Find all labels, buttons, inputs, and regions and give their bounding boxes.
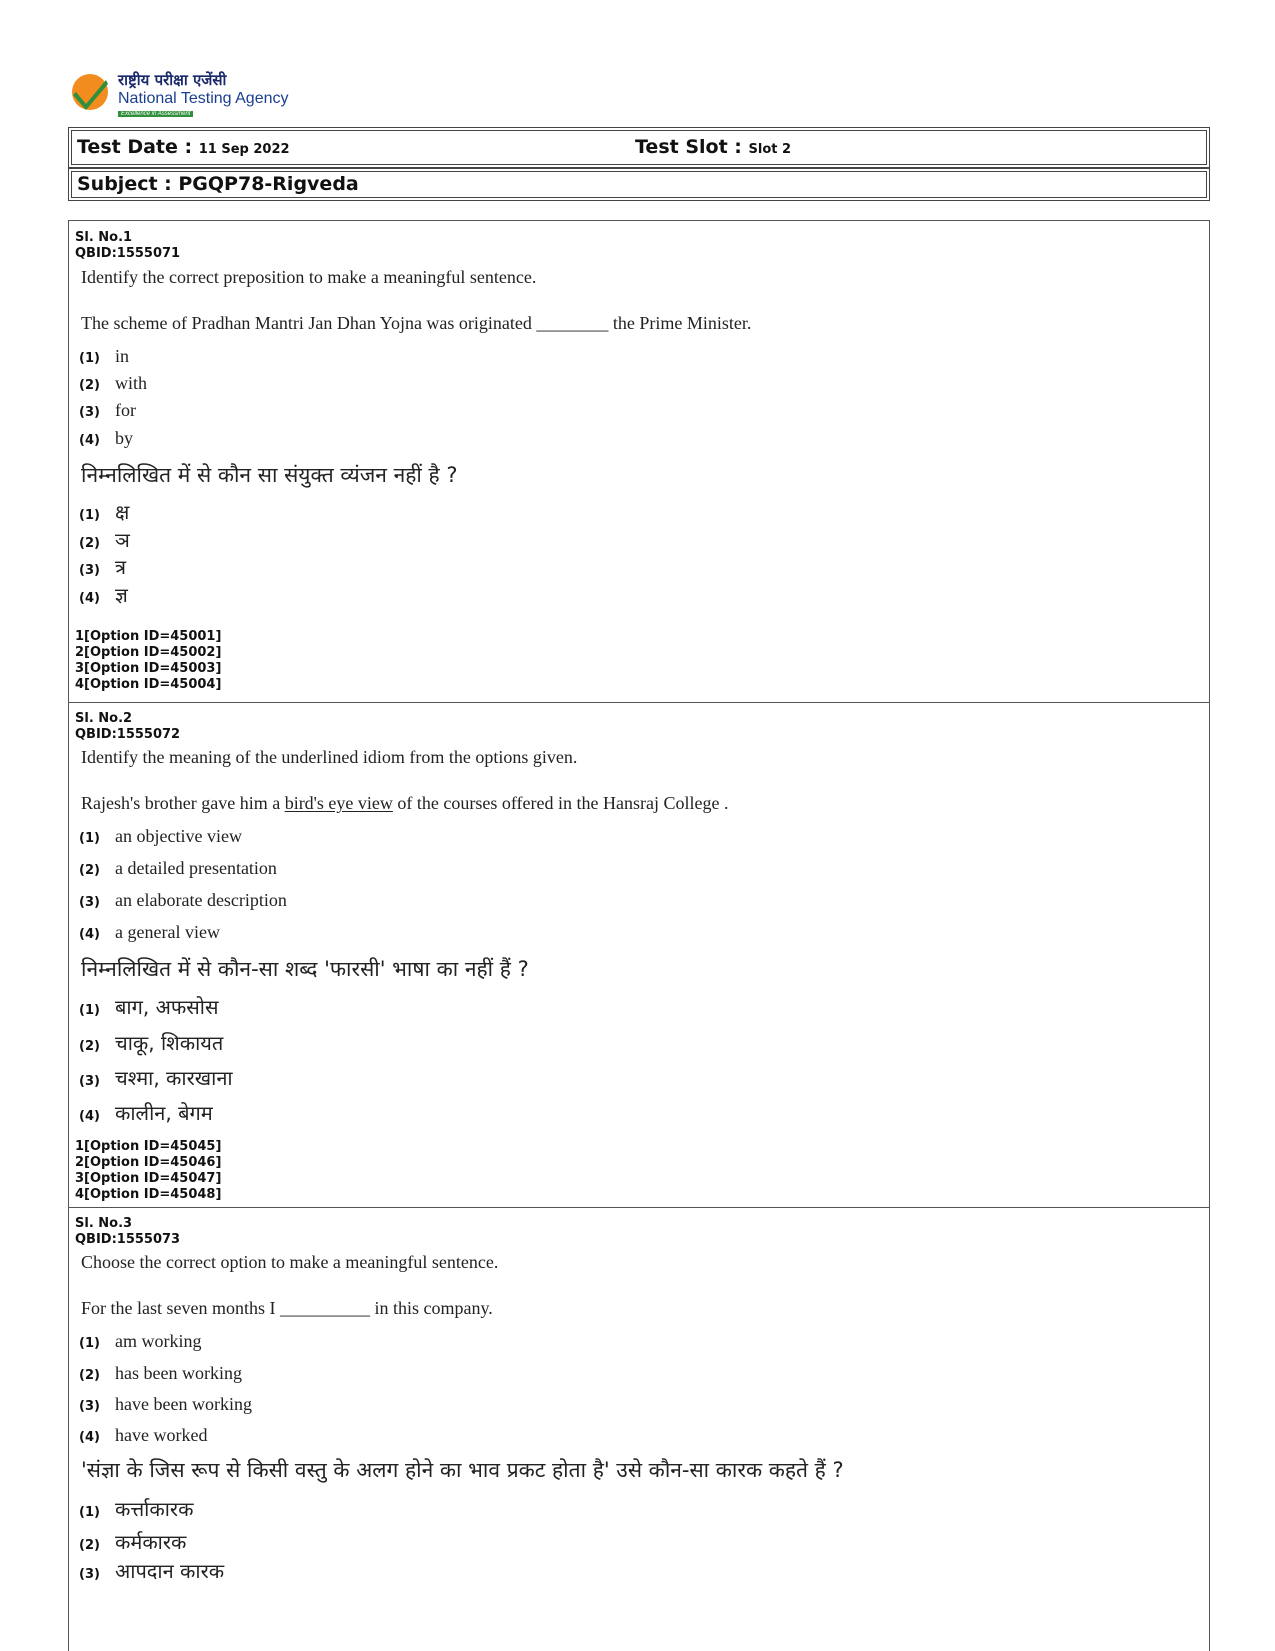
hindi-option-1: (1) बाग, अफसोस	[79, 995, 219, 1019]
option-1: (1) am working	[79, 1331, 202, 1351]
option-id: 3[Option ID=45003]	[75, 661, 222, 676]
serial-number: Sl. No.3	[75, 1216, 133, 1231]
hindi-option-4: (4) कालीन, बेगम	[79, 1101, 213, 1125]
hindi-option-1: (1) क्ष	[79, 500, 130, 524]
hindi-option-3: (3) त्र	[79, 555, 127, 579]
question-block-1	[68, 220, 1210, 702]
question-sentence: Rajesh's brother gave him a bird's eye view of the courses offered in the Hansraj College .	[81, 793, 729, 813]
option-id: 1[Option ID=45001]	[75, 629, 222, 644]
test-slot-value: Slot 2	[748, 142, 792, 157]
hindi-option-3: (3) चश्मा, कारखाना	[79, 1066, 233, 1090]
serial-number: Sl. No.1	[75, 230, 133, 245]
hindi-option-2: (2) ञ	[79, 528, 130, 552]
option-id-list	[75, 1139, 221, 1203]
option-id-list	[75, 629, 221, 693]
underlined-idiom: bird's eye view	[284, 793, 393, 813]
option-4: (4) by	[79, 428, 133, 448]
nta-logo	[70, 68, 330, 120]
question-sentence: For the last seven months I __________ in this company.	[81, 1298, 493, 1318]
serial-number: Sl. No.2	[75, 711, 133, 726]
option-id: 2[Option ID=45046]	[75, 1155, 222, 1170]
qbid: QBID:1555072	[75, 727, 181, 742]
nta-checkmark-icon	[70, 72, 110, 112]
option-2: (2) a detailed presentation	[79, 858, 277, 878]
hindi-option-2: (2) कर्मकारक	[79, 1530, 187, 1554]
option-id: 3[Option ID=45047]	[75, 1171, 222, 1186]
option-2: (2) with	[79, 373, 148, 393]
option-1: (1) an objective view	[79, 826, 242, 846]
question-block-3	[68, 1207, 1210, 1651]
option-id: 2[Option ID=45002]	[75, 645, 222, 660]
test-date: Test Date : 11 Sep 2022	[77, 136, 290, 158]
test-slot: Test Slot : Slot 2	[635, 136, 792, 158]
subject-title: Subject : PGQP78-Rigveda	[77, 173, 359, 195]
hindi-question: निम्नलिखित में से कौन-सा शब्द 'फारसी' भाषा का नहीं हैं ?	[81, 957, 529, 981]
question-instruction: Identify the meaning of the underlined idiom from the options given.	[81, 747, 578, 767]
option-3: (3) an elaborate description	[79, 890, 287, 910]
option-id: 4[Option ID=45048]	[75, 1187, 222, 1202]
agency-name-hindi: राष्ट्रीय परीक्षा एजेंसी	[118, 71, 227, 89]
question-instruction: Identify the correct preposition to make a meaningful sentence.	[81, 267, 537, 287]
hindi-question: निम्नलिखित में से कौन सा संयुक्त व्यंजन नहीं है ?	[81, 463, 458, 487]
subject-box	[68, 168, 1210, 201]
qbid: QBID:1555071	[75, 246, 181, 261]
option-1: (1) in	[79, 346, 130, 366]
test-info-box	[68, 127, 1210, 168]
option-3: (3) have been working	[79, 1394, 252, 1414]
hindi-option-3: (3) आपदान कारक	[79, 1559, 225, 1583]
agency-tagline: Excellence in Assessment	[118, 111, 193, 117]
option-4: (4) have worked	[79, 1425, 208, 1445]
option-3: (3) for	[79, 400, 136, 420]
option-4: (4) a general view	[79, 922, 220, 942]
option-id: 4[Option ID=45004]	[75, 677, 222, 692]
option-id: 1[Option ID=45045]	[75, 1139, 222, 1154]
question-block-2	[68, 702, 1210, 1207]
test-date-value: 11 Sep 2022	[198, 142, 290, 157]
qbid: QBID:1555073	[75, 1232, 181, 1247]
hindi-option-1: (1) कर्त्ताकारक	[79, 1497, 194, 1521]
hindi-option-2: (2) चाकू, शिकायत	[79, 1031, 224, 1055]
hindi-option-4: (4) ज्ञ	[79, 583, 128, 607]
option-2: (2) has been working	[79, 1363, 242, 1383]
hindi-question: 'संज्ञा के जिस रूप से किसी वस्तु के अलग होने का भाव प्रकट होता है' उसे कौन-सा कारक कहते हैं ?	[81, 1458, 844, 1482]
question-sentence: The scheme of Pradhan Mantri Jan Dhan Yojna was originated ________ the Prime Minister.	[81, 313, 752, 333]
question-instruction: Choose the correct option to make a meaningful sentence.	[81, 1252, 499, 1272]
agency-name-english: National Testing Agency	[118, 90, 289, 107]
